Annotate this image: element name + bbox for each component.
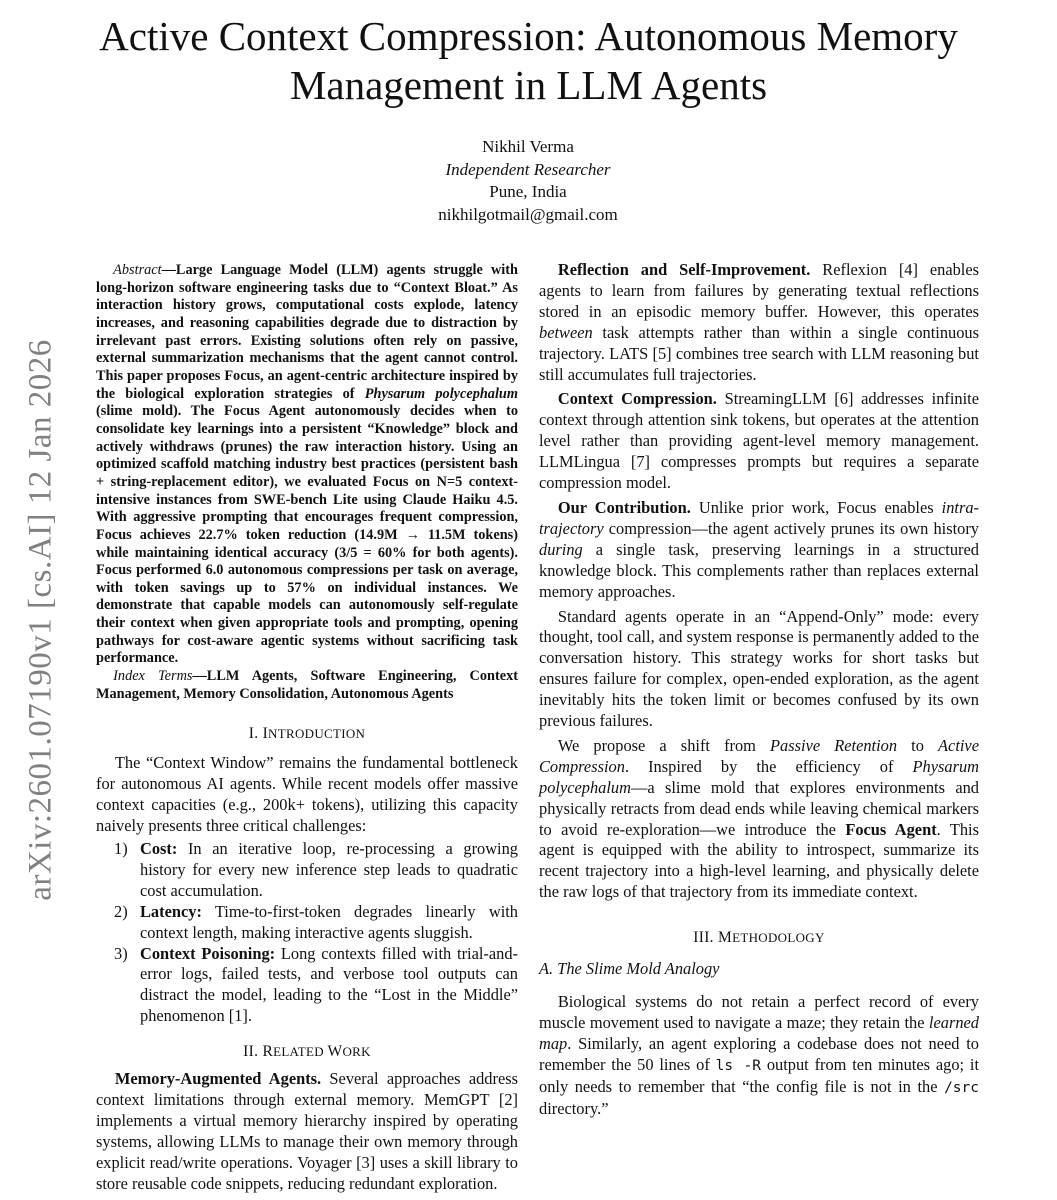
title-line-1: Active Context Compression: Autonomous Memory — [99, 13, 958, 59]
abstract-text-1: —Large Language Model (LLM) agents struggle with long-horizon software engineering tasks due to “Context Bloat.” As interaction history grows, computational costs explode, latency increases, and reasoning capabilities degrade due to distraction by irrelevant past errors. Existing solutions often rely on passive, external summarization mechanisms that the agent cannot control. This paper proposes Focus, an agent-centric architecture inspired by the biological exploration strategies of — [96, 262, 518, 402]
author-affiliation: Independent Researcher — [445, 159, 611, 179]
left-column — [96, 262, 518, 1195]
author-email: nikhilgotmail@gmail.com — [438, 204, 618, 224]
paper-title — [40, 12, 1017, 110]
reflection-paragraph: Reflection and Self-Improvement. Reflexion [4] enables agents to learn from failures by generating textual reflections stored in an episodic memory buffer. However, this operates between task attempts rather than within a single continuous trajectory. LATS [5] combines tree search with LLM reasoning but still accumulates full trajectories. — [539, 260, 980, 384]
contribution-paragraph: Our Contribution. Unlike prior work, Focus enables intra-trajectory compression—the agent actively prunes its own history during a single task, preserving learnings in a structured knowledge block. This complements rather than replaces external memory approaches. — [539, 497, 980, 601]
subsection-heading-slime-mold: A. The Slime Mold Analogy — [539, 959, 720, 979]
section-heading-introduction: I. INTRODUCTION — [248, 725, 366, 743]
append-only-paragraph: Standard agents operate in an “Append-Only” mode: every thought, tool call, and system response is permanently added to the conversation history. This strategy works for short tasks but ensures failure for complex, open-ended exploration, as the agent inevitably hits the token limit or becomes confused by its own previous failures. — [539, 606, 979, 731]
intro-paragraph: The “Context Window” remains the fundamental bottleneck for autonomous AI agents. While recent models offer massive context capacities (e.g., 200k+ tokens), utilizing this capacity naively presents three critical challenges: — [96, 753, 518, 836]
list-item: 2) Latency: Time-to-first-token degrades linearly with context length, making interactive agents sluggish. — [114, 901, 518, 942]
section-heading-related-work: II. RELATED WORK — [243, 1043, 371, 1061]
abstract — [96, 262, 518, 668]
section-heading-methodology: III. METHODOLOGY — [693, 929, 825, 947]
challenge-list — [114, 839, 518, 1027]
right-column — [539, 260, 979, 1120]
author-name: Nikhil Verma — [482, 137, 574, 156]
abstract-text-2: (slime mold). The Focus Agent autonomously decides when to consolidate key learnings into a persistent “Knowledge” block and actively withdraws (prunes) the raw interaction history. Using an optimized scaffold matching industry best practices (persistent bash + string-replacement editor), we evaluated Focus on N=5 context-intensive instances from SWE-bench Lite using Claude Haiku 4.5. With aggressive prompting that encourages frequent compression, Focus achieves 22.7% token reduction (14.9M → 11.5M tokens) while maintaining identical accuracy (3/5 = 60% for both agents). Focus performed 6.0 autonomous compressions per task on average, with token savings up to 57% on individual instances. We demonstrate that capable models can autonomously self-regulate their context when given appropriate tools and prompting, opening pathways for cost-aware agentic systems without sacrificing task performance. — [96, 403, 518, 667]
index-terms-label: Index Terms — [113, 668, 193, 685]
slime-mold-paragraph: Biological systems do not retain a perfect record of every muscle movement used to navigate a maze; they retain the learned map. Similarly, an agent exploring a codebase does not need to remember the 50 lines of ls -R output from ten minutes ago; it only needs to remember that “the config file is not in the /src directory.” — [539, 992, 980, 1118]
index-terms — [96, 668, 518, 703]
memory-augmented-paragraph: Memory-Augmented Agents. Several approaches address context limitations through external memory. MemGPT [2] implements a virtual memory hierarchy inspired by operating systems, allowing LLMs to manage their own memory through explicit read/write operations. Voyager [3] uses a skill library to store reusable code snippets, reducing redundant exploration. — [96, 1069, 518, 1193]
list-item: 3) Context Poisoning: Long contexts filled with trial-and-error logs, failed tests, and verbose tool outputs can distract the model, leading to the “Lost in the Middle” phenomenon [1]. — [114, 943, 519, 1026]
index-terms-text: —LLM Agents, Software Engineering, Context Management, Memory Consolidation, Autonomous Agents — [96, 668, 518, 702]
list-item: 1) Cost: In an iterative loop, re-processing a growing history for every new inference step leads to quadratic cost accumulation. — [114, 839, 518, 900]
proposal-paragraph: We propose a shift from Passive Retention to Active Compression. Inspired by the efficiency of Physarum polycephalum—a slime mold that explores environments and physically retracts from dead ends while leaving chemical markers to avoid re-exploration—we introduce the Focus Agent. This agent is equipped with the ability to introspect, summarize its recent trajectory into a high-level learning, and physically delete the raw logs of that trajectory from its immediate context. — [539, 735, 979, 902]
author-block — [278, 136, 778, 226]
abstract-species: Physarum polycephalum — [364, 385, 518, 402]
abstract-label: Abstract — [113, 262, 162, 278]
title-line-2: Management in LLM Agents — [289, 62, 768, 108]
author-location: Pune, India — [489, 182, 567, 201]
arxiv-sidebar — [12, 320, 70, 920]
arxiv-id: arXiv:2601.07190v1 [cs.AI] 12 Jan 2026 — [22, 339, 59, 901]
compression-paragraph: Context Compression. StreamingLLM [6] addresses infinite context through attention sink tokens, but operates at the attention level rather than providing agent-level memory management. LLMLingua [7] compresses prompts but requires a separate compression model. — [539, 389, 979, 493]
